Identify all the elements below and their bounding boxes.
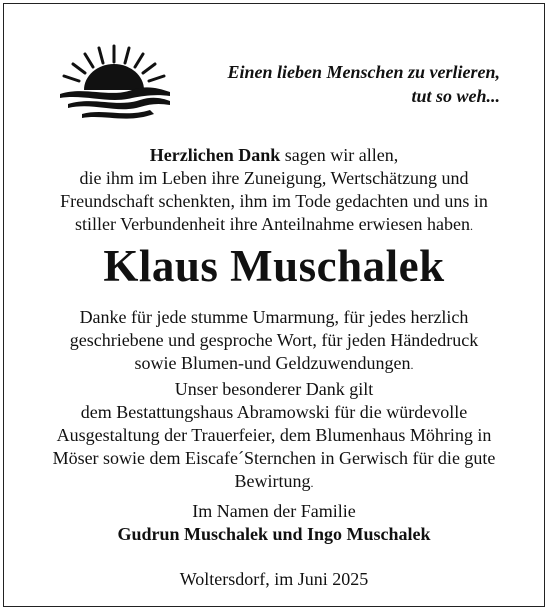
motto-line-2: tut so weh... [411,86,500,106]
motto [180,60,500,108]
thanks-line-3-text: sowie Blumen-und Geldzuwendungen [134,353,411,373]
special-line-3: Ausgestaltung der Trauerfeier, dem Blumenhaus Möhring in [56,425,492,445]
intro-line-4 [4,213,544,238]
intro-bold-lead: Herzlichen Dank [149,145,281,165]
motto-line-1: Einen lieben Menschen zu verlieren, [227,62,500,82]
special-line-5 [4,470,544,495]
special-line-4: Möser sowie dem Eiscafe´Sternchen in Gerwisch für die gute [52,448,496,468]
intro-line-3: Freundschaft schenkten, ihm im Tode gedachten und uns in [60,191,488,211]
family-signature [4,500,544,546]
special-line-2: dem Bestattungshaus Abramowski für die würdevolle [80,402,468,422]
special-line-1: Unser besonderer Dank gilt [174,379,374,399]
intro-line-1-rest: sagen wir allen, [280,145,399,165]
thanks-line-3-end: . [410,358,414,372]
deceased-name: Klaus Muschalek [103,241,445,291]
special-line-5-end: . [310,476,314,490]
intro-line-4-text: stiller Verbundenheit ihre Anteilnahme erwiesen haben [74,214,471,234]
obituary-frame [3,3,545,607]
intro-line-4-end: . [470,219,474,233]
family-intro: Im Namen der Familie [192,501,356,521]
thanks-paragraph [4,306,544,377]
family-names: Gudrun Muschalek und Ingo Muschalek [117,524,431,544]
thanks-line-2: geschriebene und gesproche Wort, für jeden Händedruck [69,330,479,350]
sunset-landscape-icon [54,38,174,128]
place-date: Woltersdorf, im Juni 2025 [179,569,369,589]
intro-line-1 [4,144,544,167]
thanks-line-1: Danke für jede stumme Umarmung, für jedes herzlich [79,307,469,327]
intro-paragraph [4,144,544,238]
special-line-5-text: Bewirtung [234,471,311,491]
intro-line-2: die ihm im Leben ihre Zuneigung, Wertschätzung und [79,168,469,188]
thanks-line-3 [4,352,544,377]
special-thanks-paragraph [4,378,544,495]
